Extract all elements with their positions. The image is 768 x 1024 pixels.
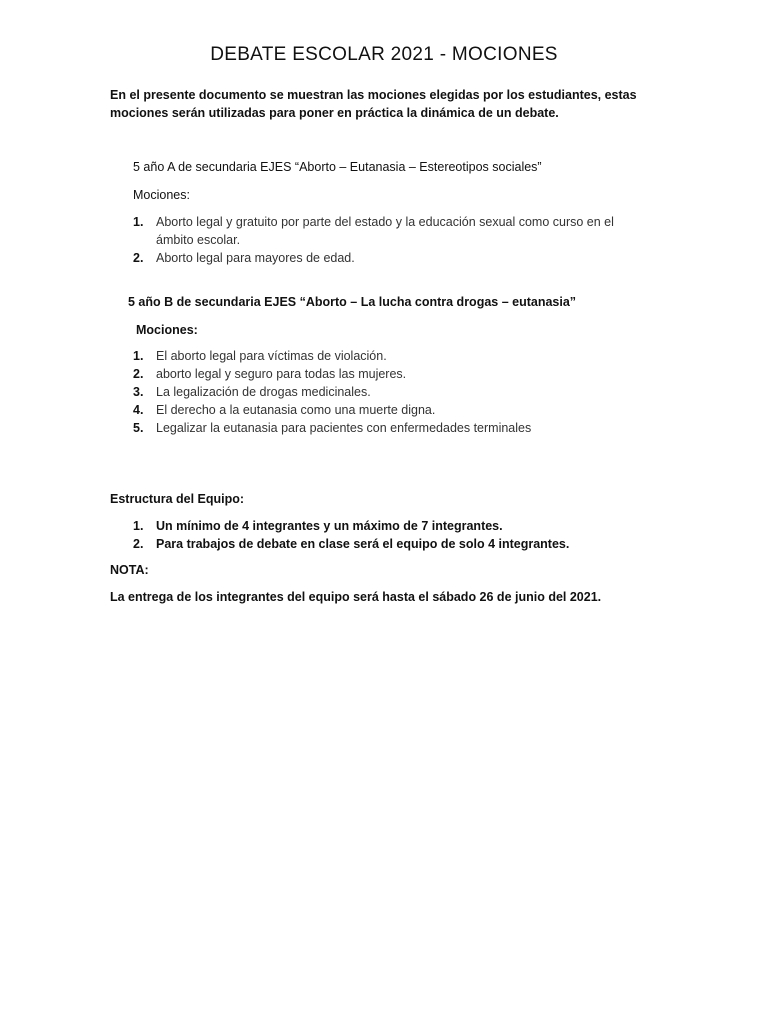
list-item bbox=[133, 347, 633, 365]
list-item bbox=[133, 213, 633, 249]
section-a-list bbox=[133, 213, 633, 267]
list-item bbox=[133, 401, 633, 419]
team-heading: Estructura del Equipo: bbox=[110, 492, 245, 506]
entrega-note: La entrega de los integrantes del equipo será hasta el sábado 26 de junio del 2021. bbox=[110, 590, 602, 604]
list-number: 2. bbox=[133, 367, 144, 381]
list-number: 5. bbox=[133, 421, 144, 435]
list-item bbox=[133, 383, 633, 401]
list-number: 1. bbox=[133, 215, 144, 229]
list-text: Aborto legal y gratuito por parte del estado y la educación sexual como curso en el ámbito escolar. bbox=[156, 215, 614, 247]
section-b-label: Mociones: bbox=[136, 323, 198, 337]
list-text: Un mínimo de 4 integrantes y un máximo de 7 integrantes. bbox=[156, 519, 503, 533]
section-a-heading: 5 año A de secundaria EJES “Aborto – Eutanasia – Estereotipos sociales” bbox=[133, 160, 542, 174]
team-list bbox=[133, 517, 653, 553]
list-text: La legalización de drogas medicinales. bbox=[156, 385, 371, 399]
section-b-list bbox=[133, 347, 633, 437]
list-number: 1. bbox=[133, 349, 144, 363]
list-number: 2. bbox=[133, 251, 144, 265]
list-text: Aborto legal para mayores de edad. bbox=[156, 251, 355, 265]
list-text: Legalizar la eutanasia para pacientes con enfermedades terminales bbox=[156, 421, 532, 435]
list-text: aborto legal y seguro para todas las mujeres. bbox=[156, 367, 407, 381]
list-item bbox=[133, 249, 633, 267]
list-item bbox=[133, 419, 633, 437]
section-a-label: Mociones: bbox=[133, 188, 190, 202]
list-text: Para trabajos de debate en clase será el equipo de solo 4 integrantes. bbox=[156, 537, 570, 551]
page-title: DEBATE ESCOLAR 2021 - MOCIONES bbox=[210, 44, 558, 65]
intro-paragraph: En el presente documento se muestran las mociones elegidas por los estudiantes, estas mociones serán utilizadas para poner en práctica la dinámica de un debate. bbox=[110, 88, 637, 120]
list-text: El derecho a la eutanasia como una muerte digna. bbox=[156, 403, 436, 417]
list-item bbox=[133, 365, 633, 383]
list-number: 4. bbox=[133, 403, 144, 417]
list-number: 3. bbox=[133, 385, 144, 399]
list-number: 1. bbox=[133, 519, 144, 533]
nota-label: NOTA: bbox=[110, 563, 149, 577]
section-b-heading: 5 año B de secundaria EJES “Aborto – La lucha contra drogas – eutanasia” bbox=[128, 295, 577, 309]
list-number: 2. bbox=[133, 537, 144, 551]
list-text: El aborto legal para víctimas de violación. bbox=[156, 349, 387, 363]
list-item bbox=[133, 535, 653, 553]
list-item bbox=[133, 517, 653, 535]
